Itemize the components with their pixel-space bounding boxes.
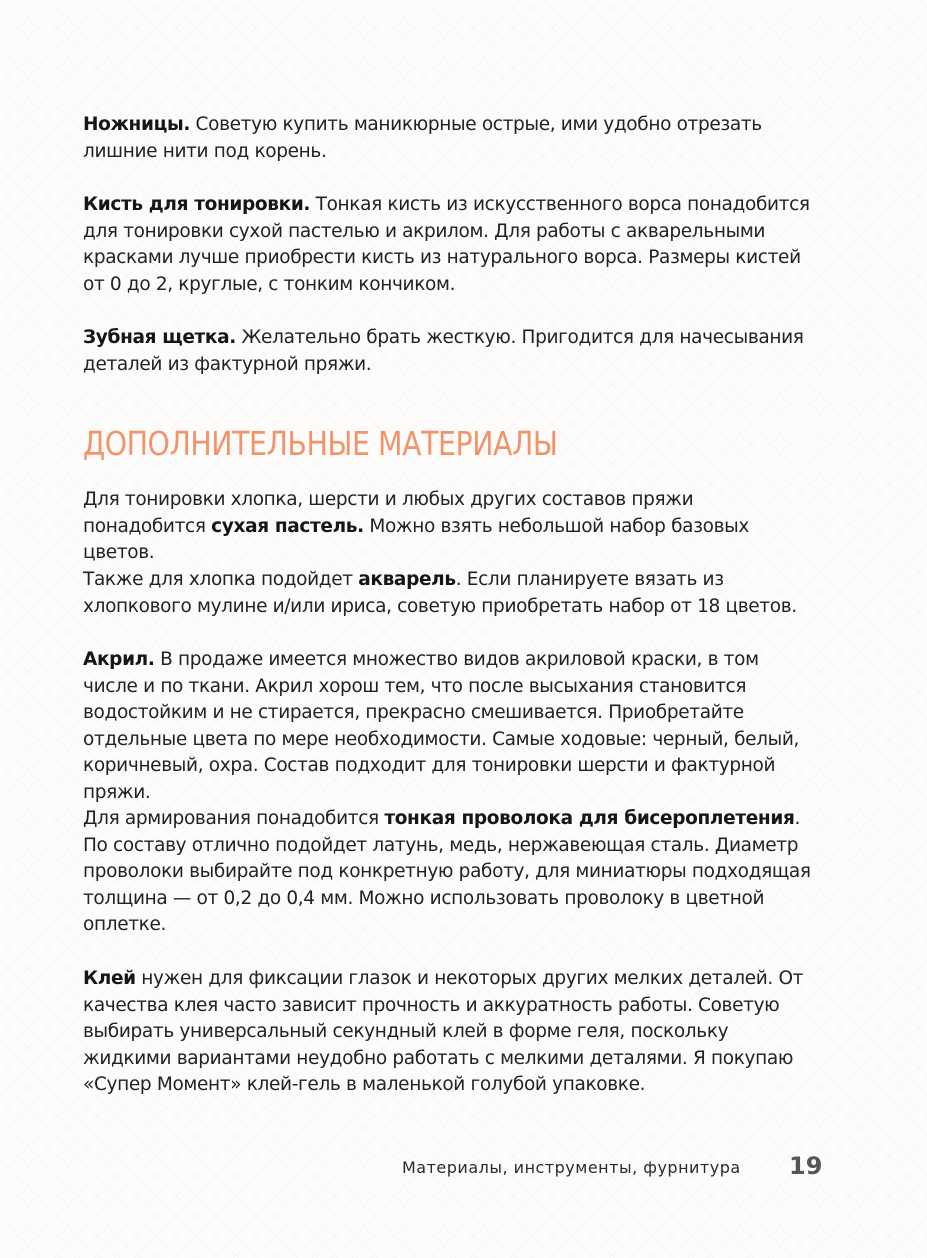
text-wire-before: Для армирования понадобится: [83, 808, 385, 829]
text-scissors: Советую купить маникюрные острые, ими удобно отрезать лишние нити под корень.: [83, 114, 762, 162]
term-wire: тонкая проволока для бисероплетения: [384, 808, 795, 829]
term-pastel: сухая пастель.: [211, 515, 364, 537]
term-scissors: Ножницы.: [83, 114, 191, 135]
text-pastel-before: Для тонировки хлопка, шерсти и любых других составов пряжи понадобится: [83, 489, 694, 537]
text-wire-after: . По составу отлично подойдет латунь, медь, нержавеющая сталь. Диаметр проволоки выбирайте под конкретную работу, для миниатюры подходящая толщина — от 0,2 до 0,4 мм. Можно использовать проволоку в цветной оплетке.: [83, 808, 811, 935]
text-pastel-after: Можно взять небольшой набор базовых цветов.: [83, 515, 749, 563]
text-brush: Тонкая кисть из искусственного ворса понадобится для тонировки сухой пастелью и акрилом. Для работы с акварельными красками лучше приобрести кисть из натурального ворса. Размеры кистей от 0 до 2, круглые, с тонким кончиком.: [83, 194, 810, 295]
text-toothbrush: Желательно брать жесткую. Пригодится для начесывания деталей из фактурной пряжи.: [83, 327, 804, 375]
paragraph-toothbrush: [83, 325, 813, 378]
text-glue: нужен для фиксации глазок и некоторых других мелких деталей. От качества клея часто зависит прочность и аккуратность работы. Советую выбирать универсальный секундный клей в форме геля, поскольку жидкими вариантами неудобно работать с мелкими деталями. Я покупаю «Супер Момент» клей-гель в маленькой голубой упаковке.: [83, 968, 804, 1095]
text-acrylic: В продаже имеется множество видов акриловой краски, в том числе и по ткани. Акрил хорош тем, что после высыхания становится водостойким и не стирается, прекрасно смешивается. Приобретайте отдельные цвета по мере необходимости. Самые ходовые: черный, белый, коричневый, охра. Состав подходит для тонировки шерсти и фактурной пряжи.: [83, 649, 800, 803]
paragraph-glue: [83, 966, 813, 1099]
text-watercolor-before: Также для хлопка подойдет: [83, 569, 359, 590]
paragraph-scissors: [83, 112, 813, 165]
paragraph-pastel: [83, 487, 813, 567]
term-toothbrush: Зубная щетка.: [83, 327, 236, 348]
paragraph-brush: [83, 192, 813, 298]
page-number: 19: [789, 1152, 823, 1180]
paragraph-watercolor: [83, 567, 813, 620]
paragraph-acrylic: [83, 647, 813, 806]
term-glue: Клей: [83, 968, 136, 989]
term-watercolor: акварель: [358, 569, 456, 590]
section-heading: ДОПОЛНИТЕЛЬНЫЕ МАТЕРИАЛЫ: [83, 424, 558, 463]
footer-chapter-title: Материалы, инструменты, фурнитура: [402, 1158, 741, 1177]
term-acrylic: Акрил.: [83, 649, 155, 670]
text-watercolor-after: . Если планируете вязать из хлопкового мулине и/или ириса, советую приобретать набор от 18 цветов.: [83, 569, 797, 617]
paragraph-wire: [83, 806, 813, 939]
term-brush: Кисть для тонировки.: [83, 194, 311, 215]
